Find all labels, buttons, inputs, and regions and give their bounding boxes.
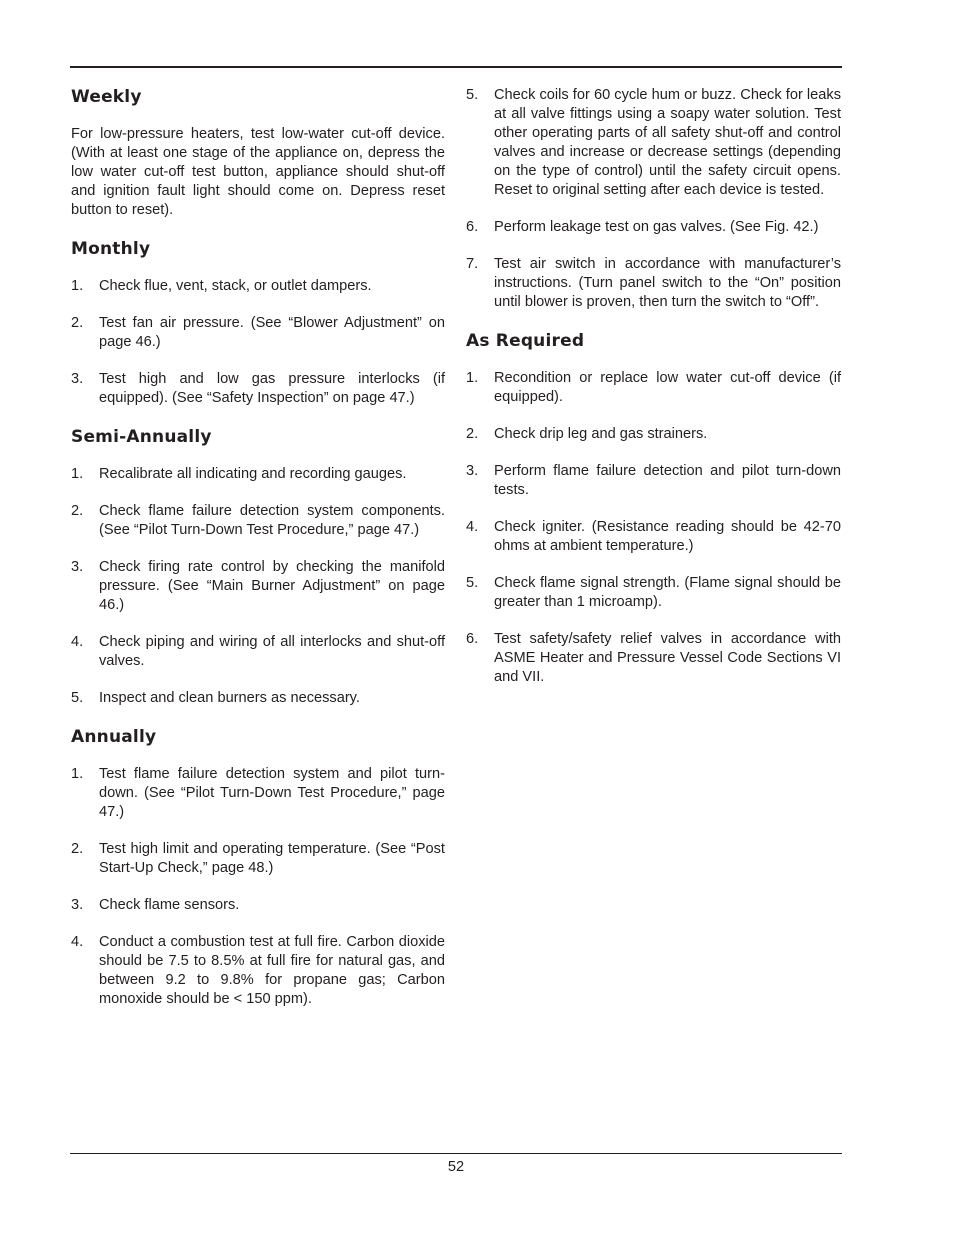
- item-number: 4.: [71, 934, 84, 950]
- item-number: 6.: [466, 631, 479, 647]
- item-number: 7.: [466, 256, 479, 272]
- item-number: 1.: [71, 766, 84, 782]
- item-text: Conduct a combustion test at full fire. Carbon dioxide should be 7.5 to 8.5% at full fire for natural gas, and between 9.2 to 9.8% for propane gas; Carbon monoxide should be < 150 ppm).: [99, 934, 445, 1007]
- item-number: 5.: [466, 87, 479, 103]
- item-number: 1.: [466, 370, 479, 386]
- item-text: Test high and low gas pressure interlocks (if equipped). (See “Safety Inspection” on page 47.): [99, 371, 445, 406]
- item-number: 5.: [71, 690, 84, 706]
- list-item: [466, 369, 841, 407]
- item-text: Test fan air pressure. (See “Blower Adjustment” on page 46.): [99, 315, 445, 350]
- page-number: 52: [447, 1159, 465, 1175]
- item-text: Check igniter. (Resistance reading should be 42-70 ohms at ambient temperature.): [494, 519, 841, 554]
- list-item: [71, 765, 445, 822]
- item-text: Check firing rate control by checking the manifold pressure. (See “Main Burner Adjustment” on page 46.): [99, 559, 445, 613]
- item-number: 6.: [466, 219, 479, 235]
- item-text: Check flue, vent, stack, or outlet dampers.: [99, 278, 372, 294]
- item-number: 4.: [466, 519, 479, 535]
- item-number: 1.: [71, 278, 84, 294]
- weekly-heading: Weekly: [71, 87, 142, 107]
- right-column: [466, 86, 841, 705]
- list-item: [71, 896, 445, 915]
- list-item: [466, 218, 841, 237]
- list-item: [71, 277, 445, 296]
- item-text: Recalibrate all indicating and recording gauges.: [99, 466, 407, 482]
- list-item: [466, 86, 841, 200]
- annually-list: [71, 765, 445, 1009]
- semi-annually-section: [71, 426, 445, 708]
- monthly-section: [71, 238, 445, 408]
- left-column: [71, 86, 445, 1027]
- as-required-list: [466, 369, 841, 687]
- item-text: Test flame failure detection system and pilot turn-down. (See “Pilot Turn-Down Test Procedure,” page 47.): [99, 766, 445, 820]
- weekly-text: For low-pressure heaters, test low-water cut-off device. (With at least one stage of the appliance on, depress the low water cut-off test button, appliance should shut-off and ignition fault light should come on. Depress reset button to reset).: [71, 126, 445, 218]
- list-item: [71, 689, 445, 708]
- monthly-list: [71, 277, 445, 408]
- item-number: 3.: [71, 371, 84, 387]
- as-required-heading: As Required: [466, 331, 585, 351]
- item-text: Test air switch in accordance with manufacturer’s instructions. (Turn panel switch to the “On” position until blower is proven, then turn the switch to “Off”.: [494, 256, 841, 310]
- list-item: [71, 465, 445, 484]
- list-item: [466, 425, 841, 444]
- item-text: Check flame failure detection system components. (See “Pilot Turn-Down Test Procedure,” page 47.): [99, 503, 445, 538]
- header-rule: [70, 66, 842, 68]
- item-text: Check piping and wiring of all interlocks and shut-off valves.: [99, 634, 445, 669]
- continued-list: [466, 86, 841, 312]
- item-number: 5.: [466, 575, 479, 591]
- list-item: [71, 633, 445, 671]
- item-text: Recondition or replace low water cut-off device (if equipped).: [494, 370, 841, 405]
- list-item: [71, 314, 445, 352]
- item-text: Check flame signal strength. (Flame signal should be greater than 1 microamp).: [494, 575, 841, 610]
- item-text: Perform flame failure detection and pilot turn-down tests.: [494, 463, 841, 498]
- item-number: 2.: [71, 503, 84, 519]
- annually-heading: Annually: [71, 727, 157, 747]
- list-item: [466, 462, 841, 500]
- monthly-heading: Monthly: [71, 239, 151, 259]
- item-text: Check flame sensors.: [99, 897, 240, 913]
- item-text: Test high limit and operating temperature. (See “Post Start-Up Check,” page 48.): [99, 841, 445, 876]
- list-item: [71, 370, 445, 408]
- semi-annually-heading: Semi-Annually: [71, 427, 212, 447]
- item-number: 4.: [71, 634, 84, 650]
- list-item: [466, 574, 841, 612]
- item-number: 1.: [71, 466, 84, 482]
- continued-section: [466, 86, 841, 312]
- item-text: Inspect and clean burners as necessary.: [99, 690, 360, 706]
- item-number: 3.: [71, 559, 84, 575]
- weekly-section: [71, 86, 445, 220]
- semi-annually-list: [71, 465, 445, 708]
- footer-rule: [70, 1153, 842, 1154]
- list-item: [466, 255, 841, 312]
- annually-section: [71, 726, 445, 1009]
- item-number: 3.: [71, 897, 84, 913]
- item-number: 3.: [466, 463, 479, 479]
- item-text: Test safety/safety relief valves in accordance with ASME Heater and Pressure Vessel Code Sections VI and VII.: [494, 631, 841, 685]
- item-number: 2.: [466, 426, 479, 442]
- list-item: [71, 840, 445, 878]
- as-required-section: [466, 330, 841, 687]
- list-item: [71, 558, 445, 615]
- list-item: [466, 518, 841, 556]
- item-text: Check drip leg and gas strainers.: [494, 426, 708, 442]
- list-item: [466, 630, 841, 687]
- item-number: 2.: [71, 841, 84, 857]
- item-number: 2.: [71, 315, 84, 331]
- item-text: Check coils for 60 cycle hum or buzz. Check for leaks at all valve fittings using a soapy water solution. Test other operating parts of all safety shut-off and control valves and increase or decrease settings (depending on the type of control) until the safety circuit opens. Reset to original setting after each device is tested.: [494, 87, 841, 198]
- list-item: [71, 502, 445, 540]
- item-text: Perform leakage test on gas valves. (See Fig. 42.): [494, 219, 819, 235]
- list-item: [71, 933, 445, 1009]
